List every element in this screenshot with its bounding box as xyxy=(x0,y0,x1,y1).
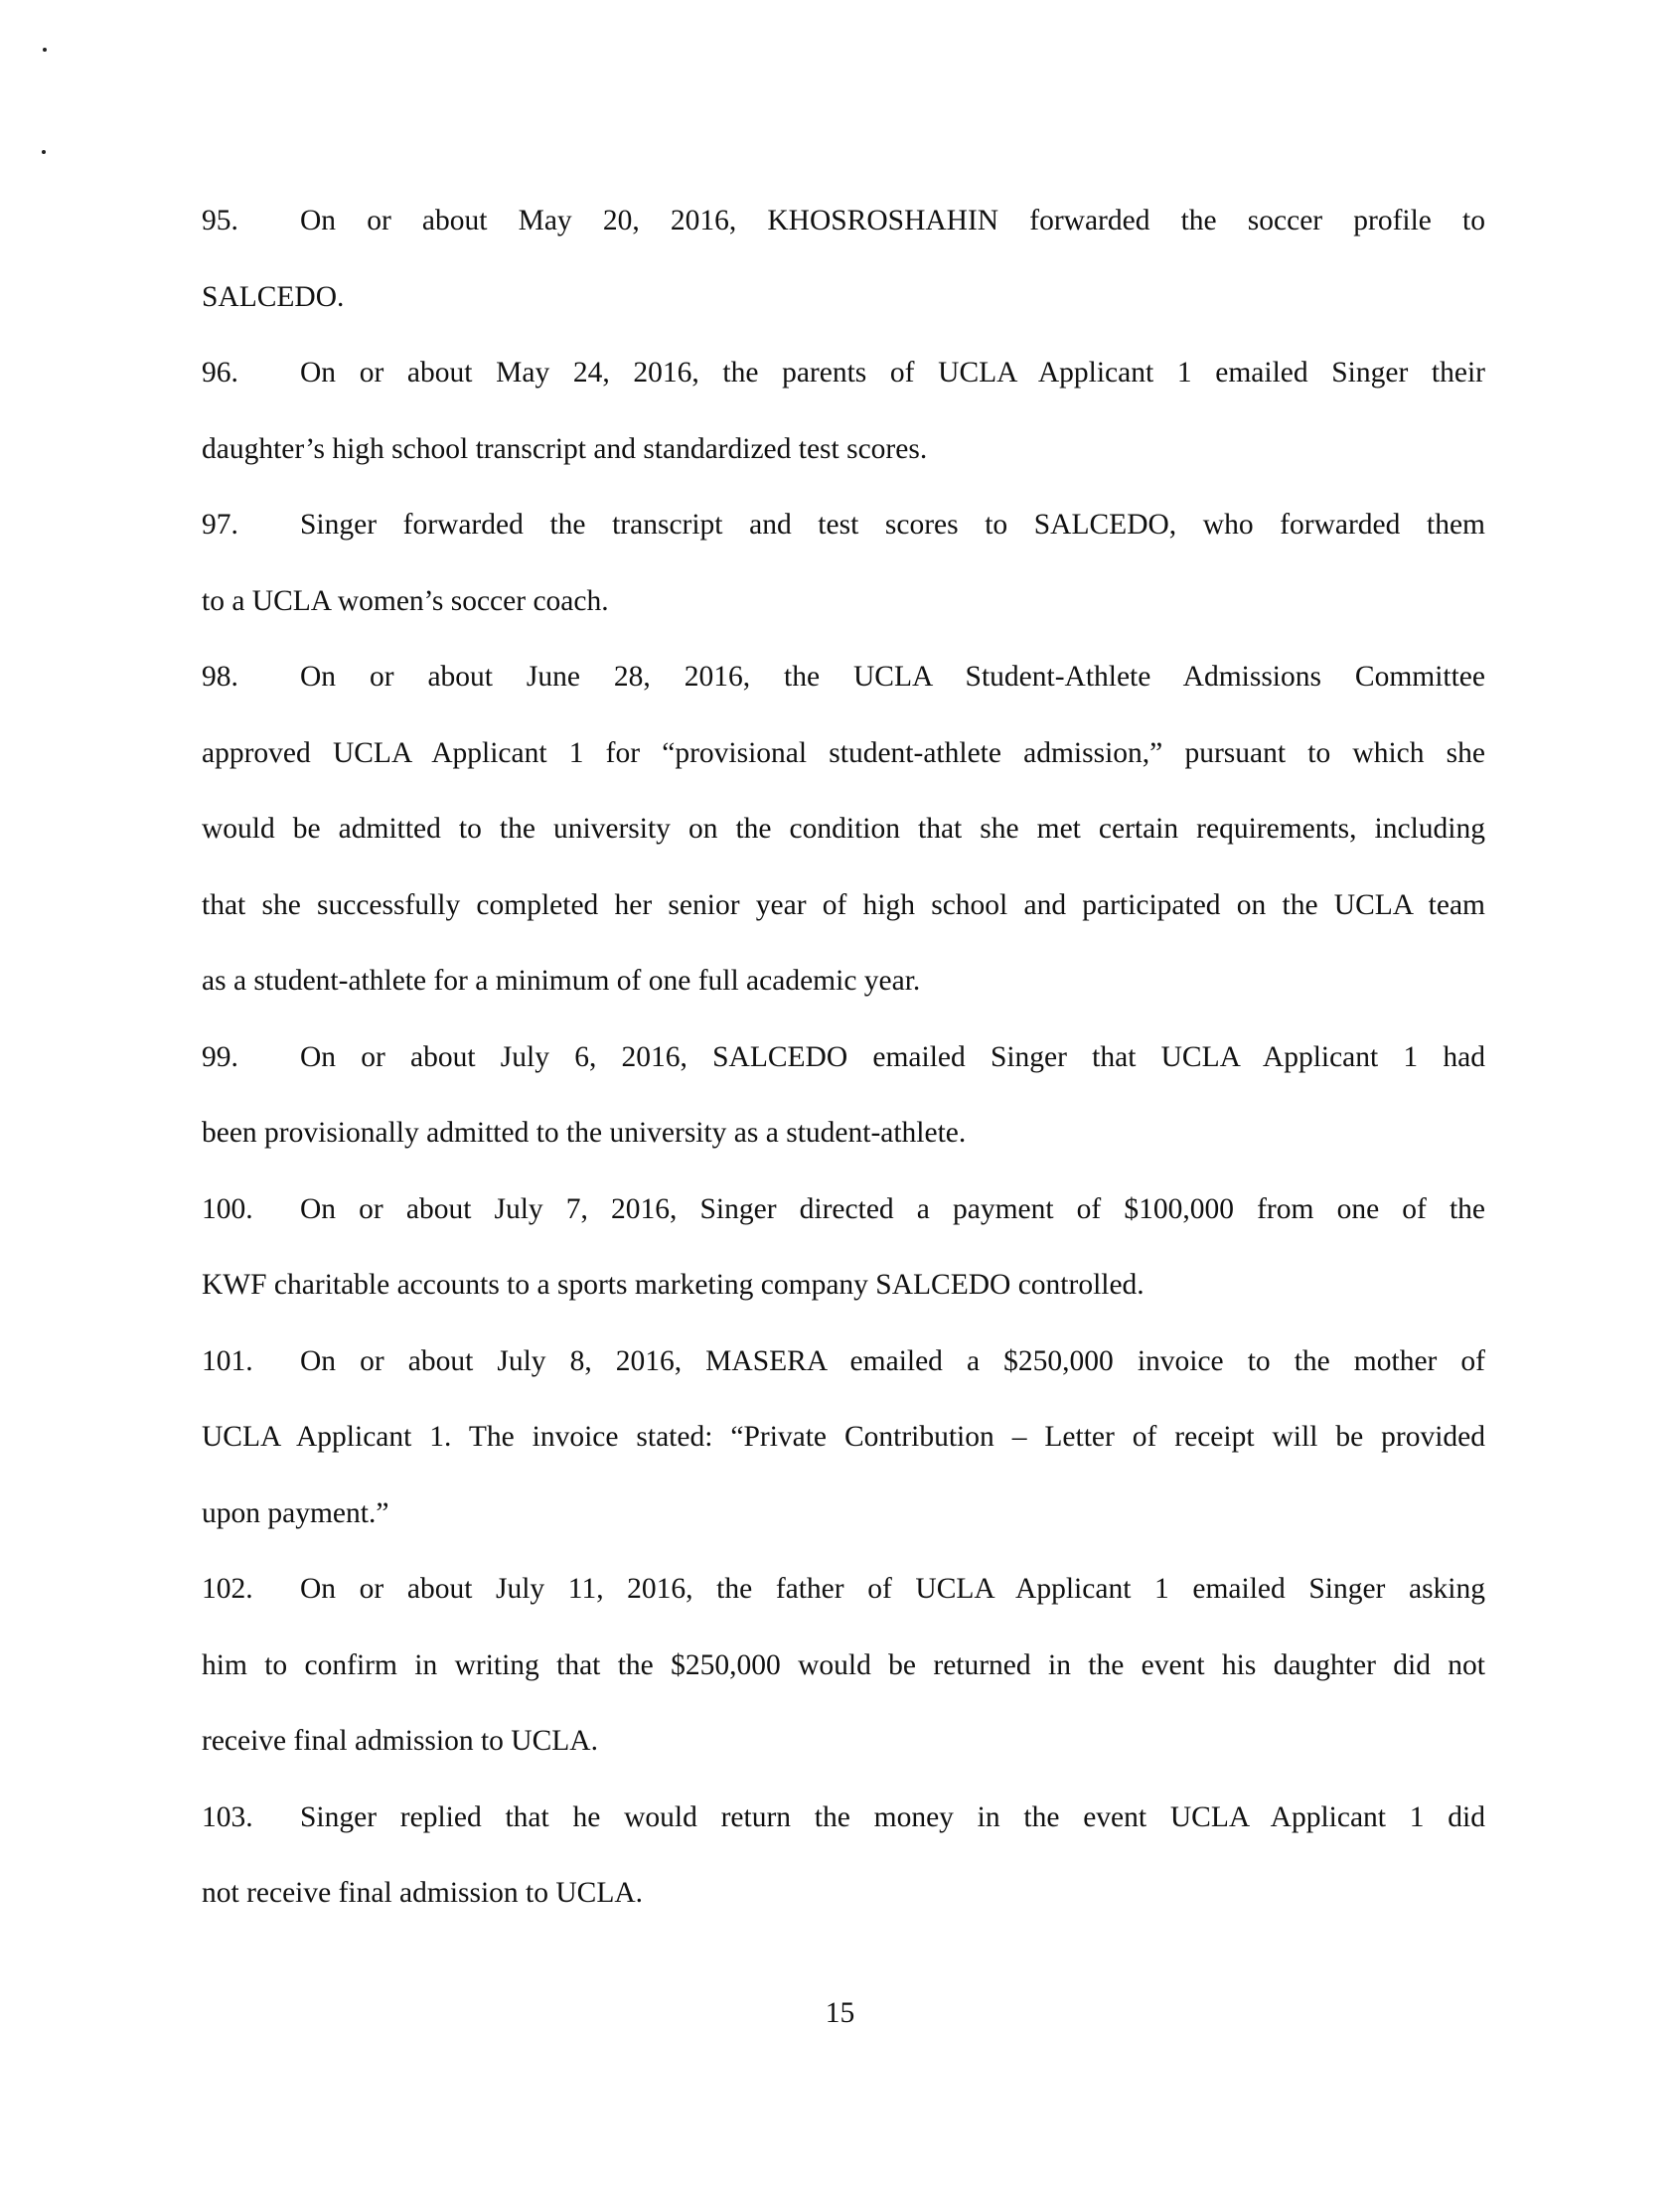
paragraph-line: been provisionally admitted to the university as a student-athlete. xyxy=(202,1117,967,1149)
scan-speck xyxy=(43,48,47,52)
line-text: On or about July 11, 2016, the father of UCLA Applicant 1 emailed Singer asking xyxy=(300,1573,1485,1605)
paragraph-number: 102. xyxy=(202,1573,253,1605)
paragraph-line xyxy=(202,1324,1485,1400)
paragraph-number: 97. xyxy=(202,509,238,541)
paragraph-line: receive final admission to UCLA. xyxy=(202,1725,598,1757)
line-text: Singer forwarded the transcript and test scores to SALCEDO, who forwarded them xyxy=(300,509,1485,541)
paragraph-line: approved UCLA Applicant 1 for “provisional student-athlete admission,” pursuant to which she xyxy=(202,736,1485,769)
paragraph-line: UCLA Applicant 1. The invoice stated: “Private Contribution – Letter of receipt will be provided xyxy=(202,1421,1485,1453)
paragraph-number: 99. xyxy=(202,1040,238,1073)
line-text: Singer replied that he would return the money in the event UCLA Applicant 1 did xyxy=(300,1800,1485,1833)
paragraph-line: to a UCLA women’s soccer coach. xyxy=(202,584,609,617)
paragraph-101 xyxy=(202,1324,1485,1552)
paragraph-number: 103. xyxy=(202,1800,253,1833)
line-text: On or about July 8, 2016, MASERA emailed a $250,000 invoice to the mother of xyxy=(300,1344,1485,1377)
paragraph-line xyxy=(202,1171,1485,1248)
paragraph-line xyxy=(202,1780,1485,1856)
paragraph-number: 98. xyxy=(202,661,238,693)
paragraph-line xyxy=(202,487,1485,563)
paragraph-number: 96. xyxy=(202,357,238,389)
paragraph-number: 101. xyxy=(202,1344,253,1377)
paragraph-number: 100. xyxy=(202,1192,253,1225)
paragraph-line xyxy=(202,335,1485,411)
paragraph-line: that she successfully completed her senior year of high school and participated on the UCLA team xyxy=(202,888,1485,921)
scan-speck xyxy=(42,150,46,154)
line-text: On or about May 20, 2016, KHOSROSHAHIN forwarded the soccer profile to xyxy=(300,205,1485,236)
paragraph-96 xyxy=(202,335,1485,487)
paragraph-100 xyxy=(202,1171,1485,1324)
paragraph-line xyxy=(202,1551,1485,1628)
line-text: On or about July 7, 2016, Singer directed a payment of $100,000 from one of the xyxy=(300,1192,1485,1225)
paragraph-line xyxy=(202,639,1485,715)
paragraph-97 xyxy=(202,487,1485,639)
paragraph-line xyxy=(202,183,1485,259)
paragraph-line xyxy=(202,1019,1485,1096)
line-text: On or about May 24, 2016, the parents of UCLA Applicant 1 emailed Singer their xyxy=(300,357,1485,389)
paragraph-line: daughter’s high school transcript and standardized test scores. xyxy=(202,432,928,465)
paragraph-99 xyxy=(202,1019,1485,1171)
paragraph-line: would be admitted to the university on the condition that she met certain requirements, including xyxy=(202,813,1485,845)
paragraph-98 xyxy=(202,639,1485,1019)
line-text: On or about July 6, 2016, SALCEDO emailed Singer that UCLA Applicant 1 had xyxy=(300,1040,1485,1073)
paragraph-102 xyxy=(202,1551,1485,1780)
document-body xyxy=(202,183,1485,1932)
paragraph-number: 95. xyxy=(202,205,238,236)
paragraph-line: KWF charitable accounts to a sports marketing company SALCEDO controlled. xyxy=(202,1269,1145,1301)
paragraph-103 xyxy=(202,1780,1485,1932)
page-number: 15 xyxy=(825,1997,855,2029)
paragraph-line: upon payment.” xyxy=(202,1496,389,1529)
paragraph-line: him to confirm in writing that the $250,000 would be returned in the event his daughter did not xyxy=(202,1648,1485,1681)
paragraph-line: not receive final admission to UCLA. xyxy=(202,1877,644,1909)
paragraph-line: as a student-athlete for a minimum of one full academic year. xyxy=(202,965,921,997)
paragraph-95 xyxy=(202,183,1485,335)
line-text: On or about June 28, 2016, the UCLA Student-Athlete Admissions Committee xyxy=(300,661,1485,693)
paragraph-line: SALCEDO. xyxy=(202,280,345,313)
